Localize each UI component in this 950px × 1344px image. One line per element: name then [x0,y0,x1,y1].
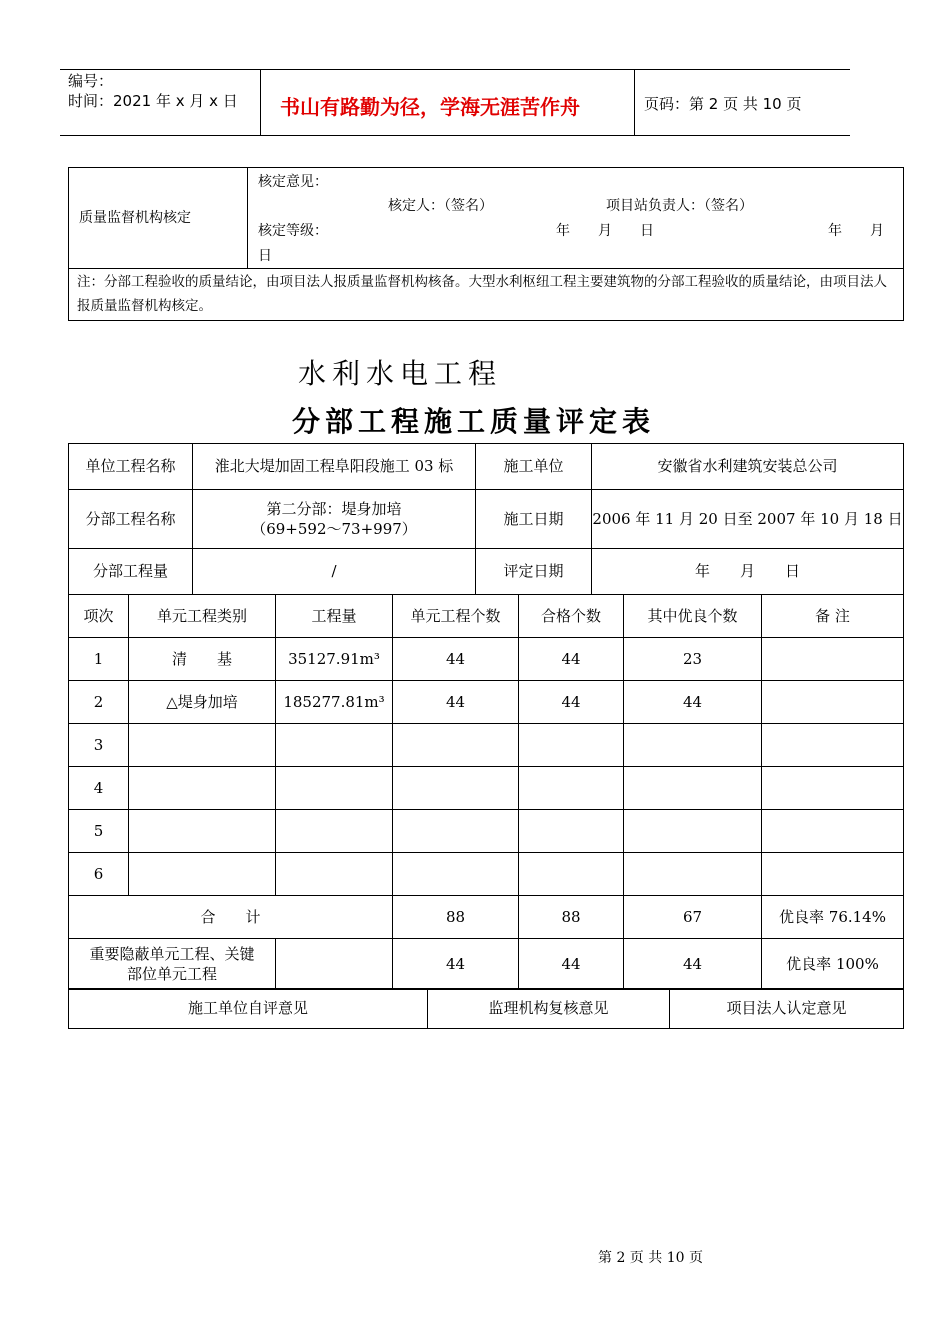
row-cell [762,724,904,767]
row-cell: 6 [69,853,129,896]
row-cell: 3 [69,724,129,767]
table-row [69,853,904,896]
total-row [69,896,904,939]
approval-approver-label: 核定人：（签名） [388,198,493,214]
title-line-2: 分部工程施工质量评定表 [292,405,656,438]
approval-opinion-label: 核定意见： [258,174,328,190]
supervisor-opinion-label: 监理机构复核意见 [428,989,670,1029]
row-cell: 清 基 [129,638,276,681]
row-cell [393,810,519,853]
total-qualified: 88 [519,896,624,939]
approval-date-2: 年 月 [828,223,884,239]
row-cell [762,681,904,724]
header-cell: 工程量 [276,595,393,638]
quantity-value: / [193,549,476,595]
unit-works-table [68,594,904,990]
row-cell: 2 [69,681,129,724]
key-units: 44 [393,939,519,990]
total-remark: 优良率 76.14% [762,896,904,939]
row-cell [276,810,393,853]
table-row [69,638,904,681]
row-cell [276,767,393,810]
build-date-value: 2006 年 11 月 20 日至 2007 年 10 月 18 日 [592,490,904,549]
key-qualified: 44 [519,939,624,990]
eval-date-label: 评定日期 [476,549,592,595]
header-divider-1 [260,69,261,135]
row-cell: 5 [69,810,129,853]
part-name-label: 分部工程名称 [69,490,193,549]
key-label [69,939,276,990]
header-cell: 合格个数 [519,595,624,638]
total-label: 合 计 [69,896,393,939]
header-cell: 项次 [69,595,129,638]
eval-date-value: 年 月 日 [592,549,904,595]
row-cell [393,724,519,767]
row-cell [129,853,276,896]
row-cell [519,853,624,896]
footer-page-number: 第 2 页 共 10 页 [598,1250,703,1266]
contractor-label: 施工单位 [476,444,592,490]
table-row [69,810,904,853]
approval-content [248,168,904,269]
key-label-line-2: 部位单元工程 [126,965,217,983]
approval-grade-label: 核定等级： [258,223,328,239]
row-cell: 44 [519,638,624,681]
row-cell [519,810,624,853]
approval-table [68,167,904,321]
part-name-value [193,490,476,549]
header-cell: 单元工程类别 [129,595,276,638]
opinions-table [68,988,904,1029]
row-cell: △堤身加培 [129,681,276,724]
table-row [69,681,904,724]
row-cell [762,767,904,810]
header-time-label: 时间：2021 年 x 月 x 日 [68,92,238,110]
header-bottom-rule [60,135,850,136]
row-cell [129,810,276,853]
row-cell [129,724,276,767]
total-units: 88 [393,896,519,939]
approval-date-1: 年 月 日 [556,223,654,239]
key-label-line-1: 重要隐蔽单元工程、关键 [89,944,255,963]
unit-name-value: 淮北大堤加固工程阜阳段施工 03 标 [193,444,476,490]
row-cell: 1 [69,638,129,681]
approval-label: 质量监督机构核定 [69,168,248,269]
header-code-label: 编号： [68,72,114,90]
row-cell [762,810,904,853]
total-excellent: 67 [624,896,762,939]
quantity-label: 分部工程量 [69,549,193,595]
row-cell [276,853,393,896]
key-quantity [276,939,393,990]
header-page-label: 页码：第 2 页 共 10 页 [644,95,802,113]
row-cell [762,853,904,896]
row-cell [624,853,762,896]
header-cell: 备 注 [762,595,904,638]
row-cell: 44 [624,681,762,724]
row-cell: 23 [624,638,762,681]
unit-name-label: 单位工程名称 [69,444,193,490]
key-remark: 优良率 100% [762,939,904,990]
table-row [69,724,904,767]
key-excellent: 44 [624,939,762,990]
header-top-rule [60,69,850,70]
approval-station-label: 项目站负责人：（签名） [606,198,753,214]
row-cell: 35127.91m³ [276,638,393,681]
row-cell: 4 [69,767,129,810]
row-cell [129,767,276,810]
row-cell [519,724,624,767]
approval-day-tail: 日 [258,248,272,264]
approval-note: 注：分部工程验收的质量结论，由项目法人报质量监督机构核备。大型水利枢纽工程主要建筑物的分部工程验收的质量结论，由项目法人报质量监督机构核定。 [69,269,904,321]
build-date-label: 施工日期 [476,490,592,549]
row-cell: 44 [393,681,519,724]
header-cell: 其中优良个数 [624,595,762,638]
row-cell [276,724,393,767]
info-table [68,443,904,595]
row-cell [624,767,762,810]
title-line-1: 水利水电工程 [298,357,503,390]
row-cell [762,638,904,681]
header-cell: 单元工程个数 [393,595,519,638]
contractor-opinion-label: 施工单位自评意见 [69,989,428,1029]
owner-opinion-label: 项目法人认定意见 [670,989,904,1029]
row-cell: 44 [393,638,519,681]
row-cell: 185277.81m³ [276,681,393,724]
table-row [69,767,904,810]
row-cell [393,853,519,896]
part-name-value-line-2: （69+592～73+997） [251,520,417,538]
contractor-value: 安徽省水利建筑安装总公司 [592,444,904,490]
header-slogan: 书山有路勤为径，学海无涯苦作舟 [280,95,580,119]
part-name-value-line-1: 第二分部：堤身加培 [266,499,402,518]
row-cell [393,767,519,810]
row-cell: 44 [519,681,624,724]
row-cell [624,810,762,853]
row-cell [624,724,762,767]
header-divider-2 [634,69,635,135]
key-row [69,939,904,990]
row-cell [519,767,624,810]
table-header-row [69,595,904,638]
